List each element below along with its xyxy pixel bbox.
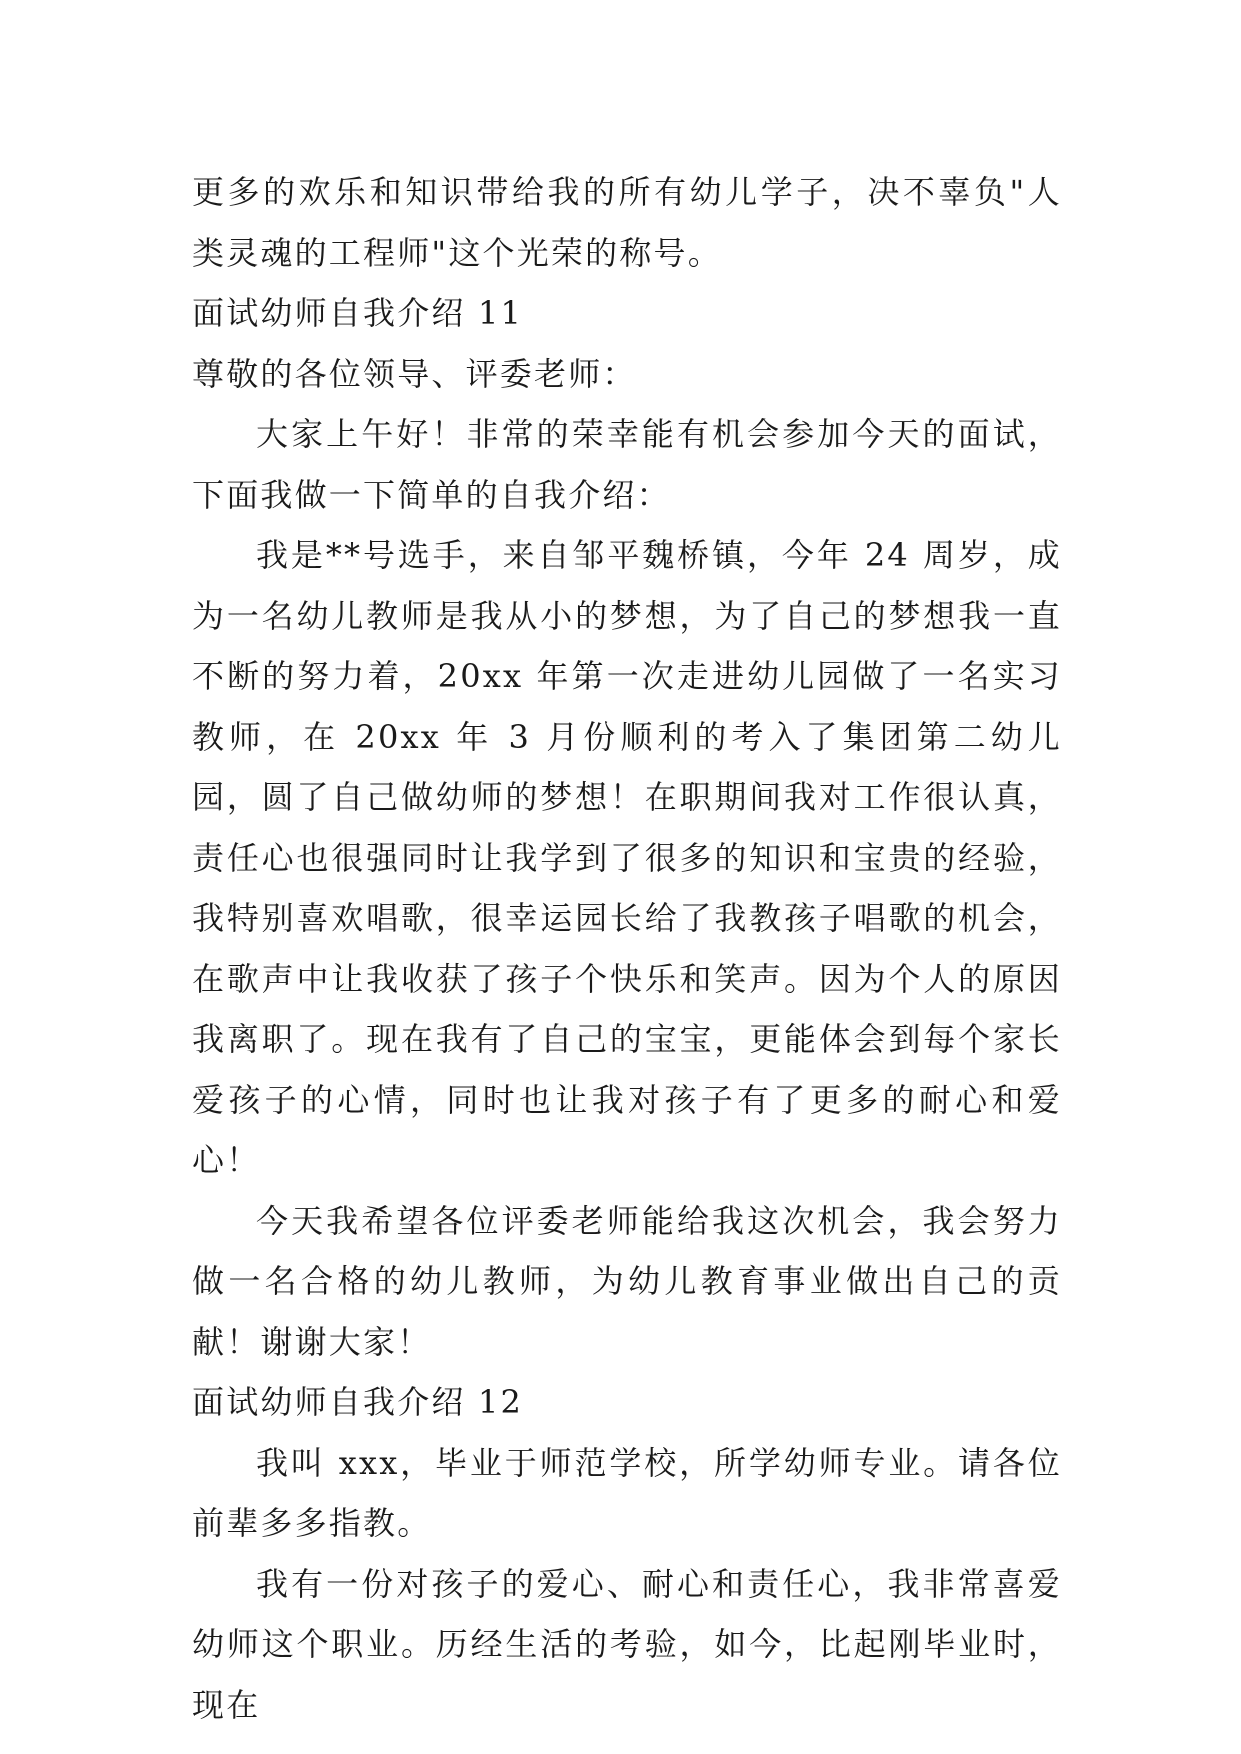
paragraph-continuation: 更多的欢乐和知识带给我的所有幼儿学子，决不辜负"人类灵魂的工程师"这个光荣的称号。	[192, 173, 1062, 272]
paragraph-closing: 今天我希望各位评委老师能给我这次机会，我会努力做一名合格的幼儿教师，为幼儿教育事业做出自己的贡献！谢谢大家！	[192, 1201, 1062, 1361]
paragraph-passion: 我有一份对孩子的爱心、耐心和责任心，我非常喜爱幼师这个职业。历经生活的考验，如今，比起刚毕业时，现在	[192, 1564, 1062, 1724]
paragraph-greeting: 大家上午好！非常的荣幸能有机会参加今天的面试，下面我做一下简单的自我介绍：	[192, 415, 1062, 514]
section-heading-12: 面试幼师自我介绍 12	[192, 1383, 524, 1421]
section-heading-11: 面试幼师自我介绍 11	[192, 294, 524, 332]
paragraph-name-intro: 我叫 xxx，毕业于师范学校，所学幼师专业。请各位前辈多多指教。	[192, 1443, 1062, 1542]
salutation: 尊敬的各位领导、评委老师：	[192, 354, 637, 393]
document-body	[192, 162, 1062, 1735]
paragraph-self-introduction: 我是**号选手，来自邹平魏桥镇，今年 24 周岁，成为一名幼儿教师是我从小的梦想，为了自己的梦想我一直不断的努力着，20xx 年第一次走进幼儿园做了一名实习教师，在 20xx 年 3 月份顺利的考入了集团第二幼儿园，圆了自己做幼师的梦想！在职期间我对工作很认真，责任心也很强同时让我学到了很多的知识和宝贵的经验，我特别喜欢唱歌，很幸运园长给了我教孩子唱歌的机会，在歌声中让我收获了孩子个快乐和笑声。因为个人的原因我离职了。现在我有了自己的宝宝，更能体会到每个家长爱孩子的心情，同时也让我对孩子有了更多的耐心和爱心！	[192, 536, 1062, 1179]
